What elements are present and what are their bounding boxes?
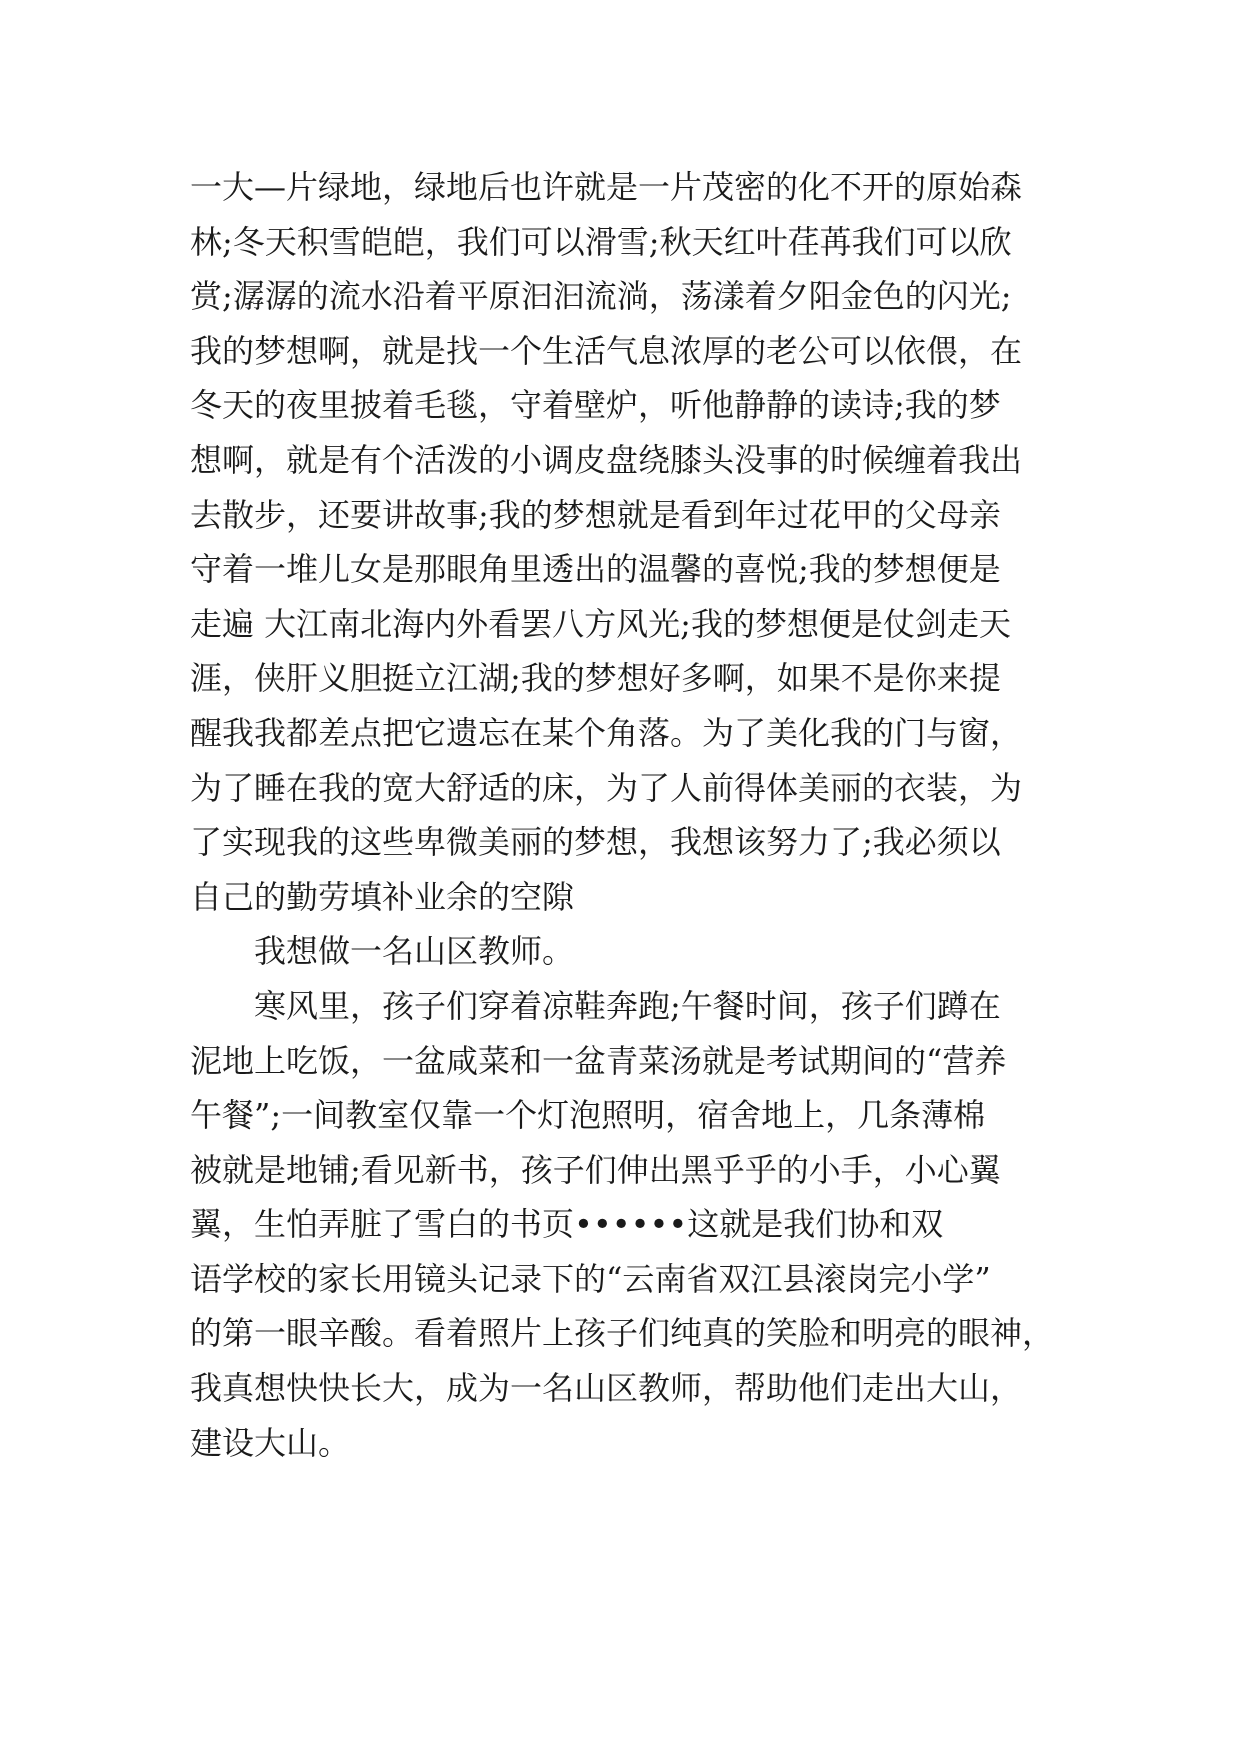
text-line: 我的梦想啊，就是找一个生活气息浓厚的老公可以依偎，在 [190, 331, 1023, 370]
text-line: 醒我我都差点把它遗忘在某个角落。为了美化我的门与窗， [190, 713, 1023, 752]
text-line: 想啊，就是有个活泼的小调皮盘绕膝头没事的时候缠着我出 [190, 440, 1023, 479]
paragraph-start-line: 寒风里，孩子们穿着凉鞋奔跑;午餐时间，孩子们蹲在 [254, 986, 1001, 1025]
body-text [190, 160, 1055, 1470]
text-line: 建设大山。 [190, 1423, 351, 1462]
text-line: 走遍 大江南北海内外看罢八方风光;我的梦想便是仗剑走天 [190, 604, 1011, 643]
text-line: 的第一眼辛酸。看着照片上孩子们纯真的笑脸和明亮的眼神， [190, 1314, 1055, 1353]
text-line: 守着一堆儿女是那眼角里透出的温馨的喜悦;我的梦想便是 [190, 550, 1001, 589]
text-line: 林;冬天积雪皑皑，我们可以滑雪;秋天红叶荏苒我们可以欣 [190, 222, 1012, 261]
paragraph-start-line: 我想做一名山区教师。 [254, 932, 575, 971]
text-line: 为了睡在我的宽大舒适的床，为了人前得体美丽的衣装，为 [190, 768, 1023, 807]
text-line: 涯，侠肝义胆挺立江湖;我的梦想好多啊，如果不是你来提 [190, 659, 1001, 698]
text-line: 冬天的夜里披着毛毯，守着壁炉，听他静静的读诗;我的梦 [190, 386, 1001, 425]
text-line: 去散步，还要讲故事;我的梦想就是看到年过花甲的父母亲 [190, 495, 1001, 534]
text-line: 了实现我的这些卑微美丽的梦想，我想该努力了;我必须以 [190, 823, 1001, 862]
text-line: 被就是地铺;看见新书，孩子们伸出黑乎乎的小手，小心翼 [190, 1150, 1001, 1189]
text-line: 自己的勤劳填补业余的空隙 [190, 877, 575, 916]
text-line: 赏;潺潺的流水沿着平原汩汩流淌，荡漾着夕阳金色的闪光; [190, 277, 1012, 316]
text-line: 翼，生怕弄脏了雪白的书页••••••这就是我们协和双 [190, 1205, 944, 1244]
text-line: 泥地上吃饭，一盆咸菜和一盆青菜汤就是考试期间的“营养 [190, 1041, 1007, 1080]
text-line: 一大—片绿地，绿地后也许就是一片茂密的化不开的原始森 [190, 168, 1023, 206]
text-line: 语学校的家长用镜头记录下的“云南省双江县滚岗完小学” [190, 1259, 991, 1298]
text-line: 午餐”;一间教室仅靠一个灯泡照明，宿舍地上，几条薄棉 [190, 1096, 986, 1135]
text-line: 我真想快快长大，成为一名山区教师，帮助他们走出大山， [190, 1369, 1023, 1408]
